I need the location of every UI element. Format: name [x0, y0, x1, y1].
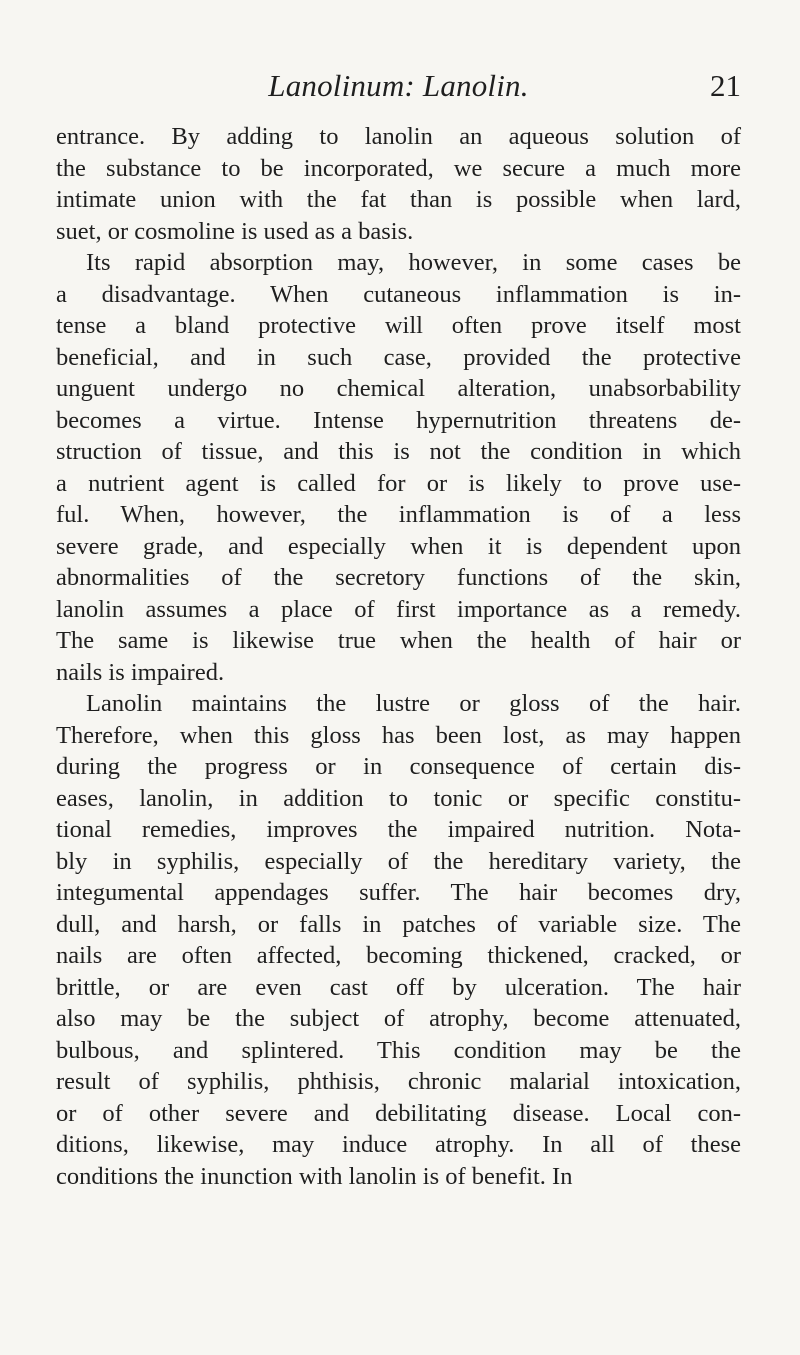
page-number: 21: [710, 68, 741, 103]
text-line: Lanolin maintains the lustre or gloss of the hair.: [86, 690, 741, 717]
text-line: tional remedies, improves the impaired nutrition. Nota-: [56, 816, 741, 843]
text-line: a disadvantage. When cutaneous inflammation is in-: [56, 280, 741, 308]
body-text: [56, 121, 741, 1192]
text-line: becomes a virtue. Intense hypernutrition threatens de-: [56, 406, 741, 434]
text-line: tense a bland protective will often prove itself most: [56, 312, 741, 339]
text-line: intimate union with the fat than is possible when lard,: [56, 186, 741, 213]
text-line: Its rapid absorption may, however, in some cases be: [86, 249, 741, 276]
text-line: brittle, or are even cast off by ulceration. The hair: [56, 973, 741, 1001]
text-line: nails are often affected, becoming thickened, cracked, or: [56, 942, 741, 969]
text-line: severe grade, and especially when it is dependent upon: [56, 532, 741, 560]
text-line: The same is likewise true when the health of hair or: [56, 627, 741, 654]
text-line: nails is impaired.: [56, 658, 225, 686]
running-title: Lanolinum: Lanolin.: [268, 68, 529, 103]
text-line: beneficial, and in such case, provided the protective: [56, 343, 741, 371]
text-line: dull, and harsh, or falls in patches of variable size. The: [56, 910, 741, 938]
text-line: suet, or cosmoline is used as a basis.: [56, 217, 414, 245]
text-line: integumental appendages suffer. The hair becomes dry,: [56, 879, 741, 906]
text-line: bly in syphilis, especially of the hereditary variety, the: [56, 847, 741, 875]
text-line: Therefore, when this gloss has been lost, as may happen: [56, 721, 741, 749]
text-line: abnormalities of the secretory functions of the skin,: [56, 564, 741, 591]
text-line: a nutrient agent is called for or is likely to prove use-: [56, 469, 741, 497]
text-line: conditions the inunction with lanolin is of benefit. In: [56, 1162, 573, 1190]
text-line: entrance. By adding to lanolin an aqueous solution of: [56, 123, 741, 150]
text-line: lanolin assumes a place of first importance as a remedy.: [56, 595, 741, 623]
running-head: [56, 68, 741, 112]
text-line: during the progress or in consequence of certain dis-: [56, 753, 741, 780]
text-line: also may be the subject of atrophy, become attenuated,: [56, 1005, 741, 1032]
text-line: the substance to be incorporated, we secure a much more: [56, 154, 741, 182]
text-line: struction of tissue, and this is not the condition in which: [56, 438, 741, 465]
text-line: ful. When, however, the inflammation is of a less: [56, 501, 741, 528]
text-line: eases, lanolin, in addition to tonic or specific constitu-: [56, 784, 741, 812]
text-line: unguent undergo no chemical alteration, unabsorbability: [56, 375, 741, 402]
text-line: or of other severe and debilitating disease. Local con-: [56, 1099, 741, 1127]
text-line: bulbous, and splintered. This condition may be the: [56, 1036, 741, 1064]
text-line: ditions, likewise, may induce atrophy. In all of these: [56, 1131, 741, 1158]
text-line: result of syphilis, phthisis, chronic malarial intoxication,: [56, 1068, 741, 1095]
